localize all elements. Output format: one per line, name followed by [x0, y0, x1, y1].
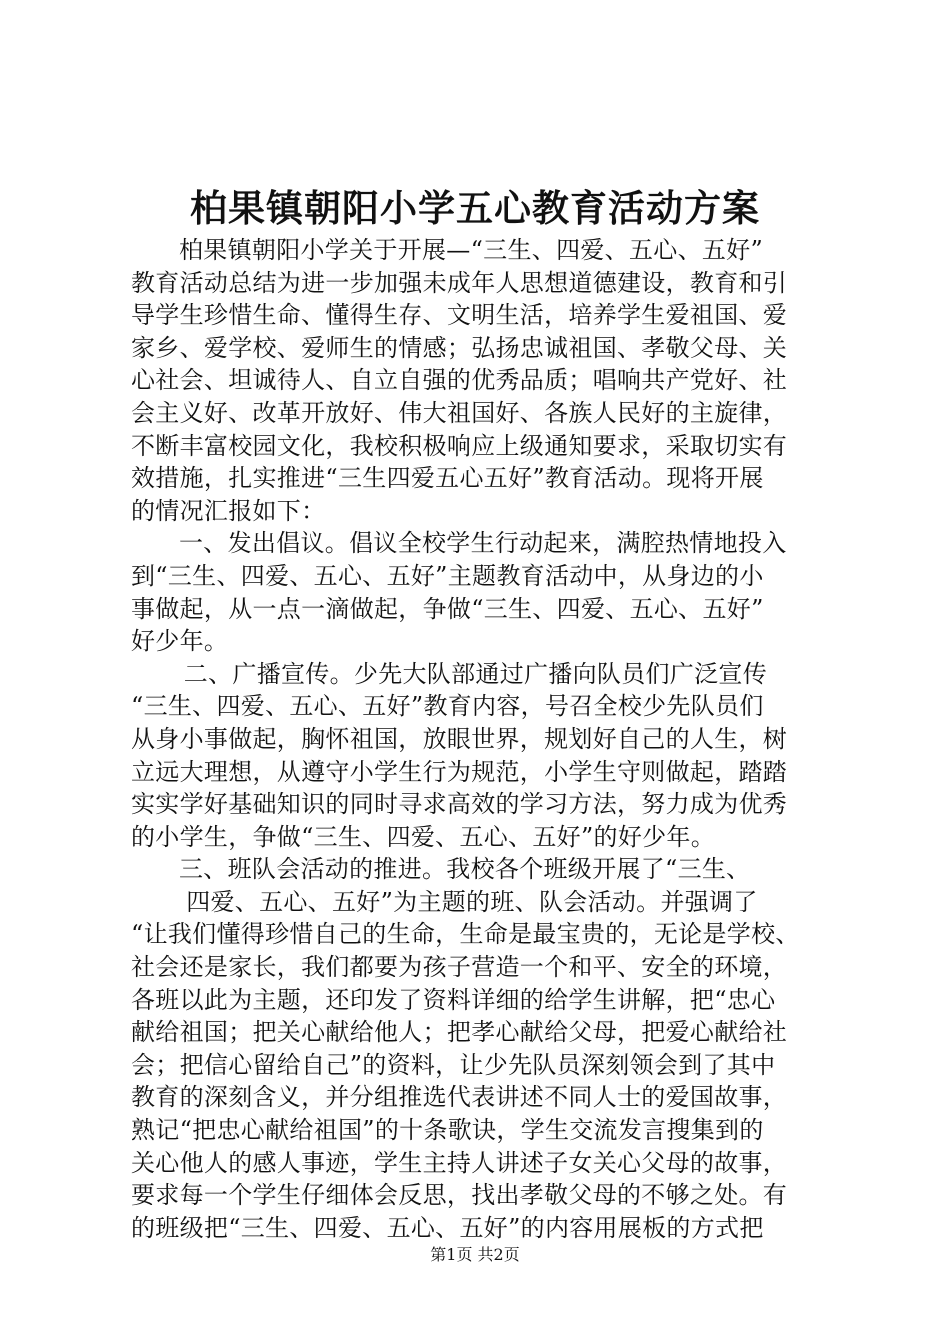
- body-text-line: 二、广播宣传。少先大队部通过广播向队员们广泛宣传: [183, 659, 767, 688]
- body-text-line: 会主义好、改革开放好、伟大祖国好、各族人民好的主旋律，: [131, 398, 788, 427]
- body-text-line: 各班以此为主题，还印发了资料详细的给学生讲解，把“忠心: [131, 985, 776, 1014]
- body-text-line: 心社会、坦诚待人、自立自强的优秀品质；唱响共产党好、社: [131, 366, 788, 395]
- body-text-line: 熟记“把忠心献给祖国”的十条歌诀，学生交流发言搜集到的: [131, 1116, 764, 1145]
- body-text-line: 一、发出倡议。倡议全校学生行动起来，满腔热情地投入: [179, 529, 787, 558]
- body-text-line: 从身小事做起，胸怀祖国，放眼世界，规划好自己的人生，树: [131, 724, 788, 753]
- body-text-line: 献给祖国；把关心献给他人；把孝心献给父母，把爱心献给社: [131, 1018, 788, 1047]
- body-text-line: 会；把信心留给自己”的资料，让少先队员深刻领会到了其中: [131, 1050, 776, 1079]
- body-text-line: 不断丰富校园文化，我校积极响应上级通知要求，采取切实有: [131, 431, 788, 460]
- body-text-line: 导学生珍惜生命、懂得生存、文明生活，培养学生爱祖国、爱: [131, 301, 788, 330]
- body-text-line: 四爱、五心、五好”为主题的班、队会活动。并强调了: [186, 887, 758, 916]
- body-text-line: 到“三生、四爱、五心、五好”主题教育活动中，从身边的小: [131, 561, 764, 590]
- body-text-line: 事做起，从一点一滴做起，争做“三生、四爱、五心、五好”: [131, 594, 764, 623]
- body-text-line: 实实学好基础知识的同时寻求高效的学习方法，努力成为优秀: [131, 790, 788, 819]
- body-text-line: “让我们懂得珍惜自己的生命，生命是最宝贵的，无论是学校、: [131, 920, 800, 949]
- page-footer: 第1页 共2页: [430, 1245, 520, 1264]
- body-text-line: 三、班队会活动的推进。我校各个班级开展了“三生、: [179, 855, 751, 884]
- body-text-line: 教育活动总结为进一步加强未成年人思想道德建设，教育和引: [131, 268, 788, 297]
- body-text-line: 要求每一个学生仔细体会反思，找出孝敬父母的不够之处。有: [131, 1181, 788, 1210]
- body-text-line: 的小学生，争做“三生、四爱、五心、五好”的好少年。: [131, 822, 716, 851]
- body-text-line: “三生、四爱、五心、五好”教育内容，号召全校少先队员们: [131, 692, 764, 721]
- body-text-line: 教育的深刻含义，并分组推选代表讲述不同人士的爱国故事，: [131, 1083, 788, 1112]
- body-text-line: 效措施，扎实推进“三生四爱五心五好”教育活动。现将开展: [131, 464, 764, 493]
- body-text-line: 关心他人的感人事迹，学生主持人讲述子女关心父母的故事，: [131, 1148, 788, 1177]
- body-text-line: 立远大理想，从遵守小学生行为规范，小学生守则做起，踏踏: [131, 757, 788, 786]
- document-title: 柏果镇朝阳小学五心教育活动方案: [190, 186, 760, 230]
- body-text-line: 家乡、爱学校、爱师生的情感；弘扬忠诚祖国、孝敬父母、关: [131, 333, 788, 362]
- body-text-line: 社会还是家长，我们都要为孩子营造一个和平、安全的环境，: [131, 953, 788, 982]
- document-body: [131, 234, 851, 1244]
- body-text-line: 的班级把“三生、四爱、五心、五好”的内容用展板的方式把: [131, 1213, 764, 1242]
- body-text-line: 好少年。: [131, 627, 229, 656]
- body-text-line: 的情况汇报如下：: [131, 496, 326, 525]
- body-text-line: 柏果镇朝阳小学关于开展—“三生、四爱、五心、五好”: [179, 236, 764, 264]
